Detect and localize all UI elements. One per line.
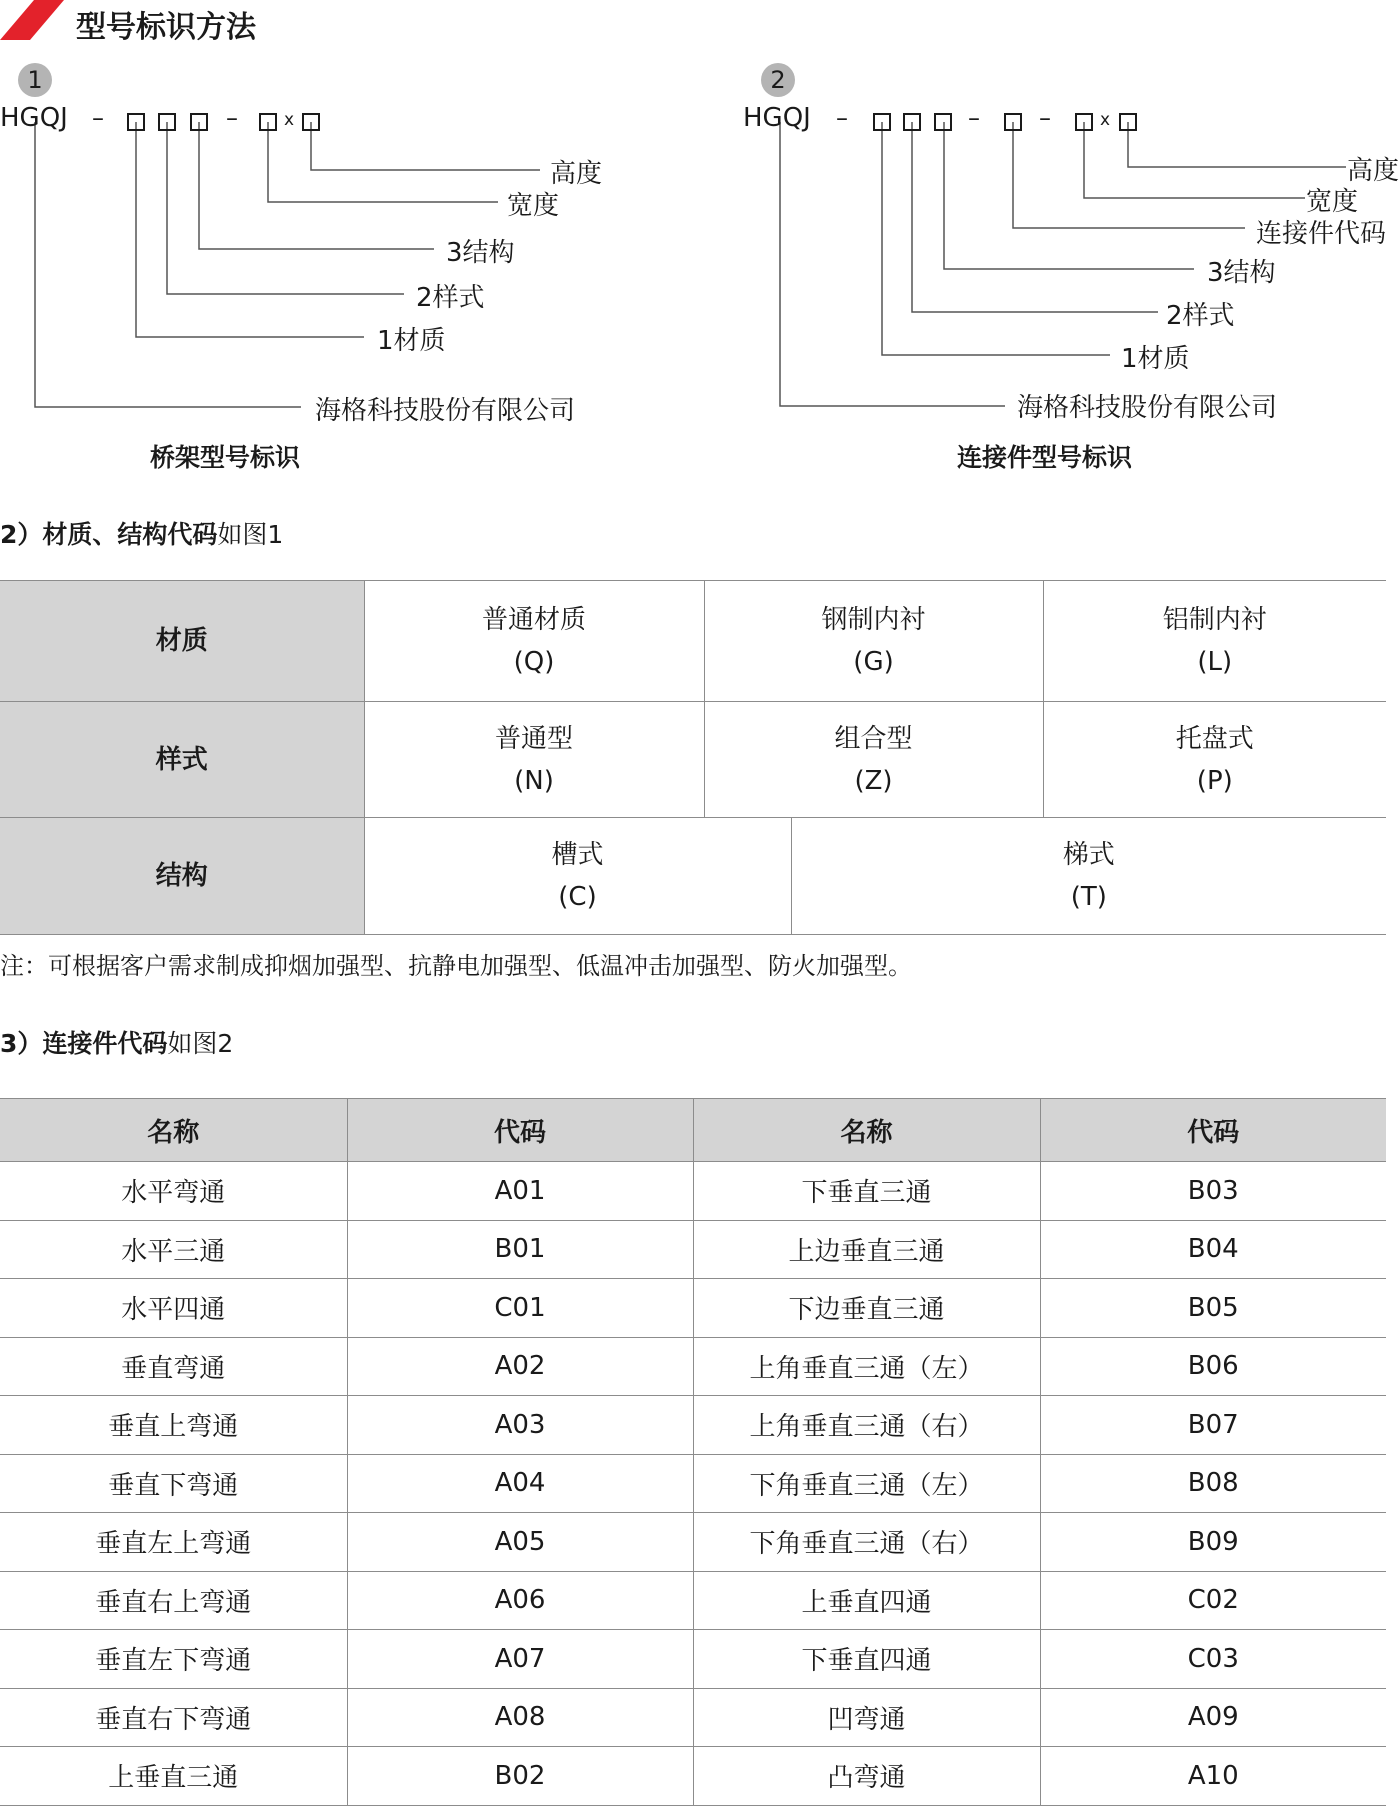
cell-code-right: A10 — [1040, 1747, 1386, 1806]
cell-name-left: 水平三通 — [0, 1220, 347, 1279]
diagram1-number-badge: 1 — [18, 63, 52, 97]
row-header-structure: 结构 — [0, 818, 364, 935]
section2-heading-bold: 2）材质、结构代码 — [0, 520, 218, 549]
cell-name-left: 垂直右下弯通 — [0, 1688, 347, 1747]
cell-name-right: 上边垂直三通 — [693, 1220, 1040, 1279]
diagram1-label-height: 高度 — [550, 159, 603, 189]
section3-heading-bold: 3）连接件代码 — [0, 1029, 168, 1058]
cell-structure-1: 槽式 (C) — [364, 818, 791, 935]
diagram2-slot-material — [873, 113, 891, 131]
table-row — [0, 1747, 1386, 1806]
diagram2-dash-3: – — [1039, 104, 1051, 132]
cell-code-left: A07 — [347, 1630, 693, 1689]
cell-code-right: C03 — [1040, 1630, 1386, 1689]
cell-name-right: 下角垂直三通（左） — [693, 1454, 1040, 1513]
column-header-code-2: 代码 — [1040, 1099, 1386, 1162]
diagram2-dash-2: – — [968, 104, 980, 132]
section3-heading-rest: 如图2 — [167, 1029, 234, 1058]
diagram2-label-material: 1材质 — [1121, 344, 1190, 374]
diagram1-slot-material — [127, 113, 145, 131]
diagram1-times: x — [284, 110, 295, 130]
diagram2-number-badge: 2 — [761, 63, 795, 97]
cell-code-left: A03 — [347, 1396, 693, 1455]
diagram1-lines — [0, 0, 700, 440]
row-header-style: 样式 — [0, 702, 364, 818]
diagram2-caption: 连接件型号标识 — [957, 443, 1133, 472]
cell-code-right: B07 — [1040, 1396, 1386, 1455]
diagram1-label-material: 1材质 — [377, 326, 446, 356]
cell-name-right: 下角垂直三通（右） — [693, 1513, 1040, 1572]
diagram2-dash-1: – — [836, 104, 848, 132]
section3-heading — [0, 1024, 233, 1060]
diagram2-slot-structure — [934, 113, 952, 131]
diagram2-slot-height — [1119, 113, 1137, 131]
cell-code-right: B03 — [1040, 1162, 1386, 1221]
cell-code-right: B09 — [1040, 1513, 1386, 1572]
table-row — [0, 1571, 1386, 1630]
table-row — [0, 581, 1386, 702]
cell-name-left: 水平四通 — [0, 1279, 347, 1338]
cell-name-right: 上角垂直三通（左） — [693, 1337, 1040, 1396]
cell-code-left: A08 — [347, 1688, 693, 1747]
cell-name-left: 垂直下弯通 — [0, 1454, 347, 1513]
cell-name-right: 下垂直四通 — [693, 1630, 1040, 1689]
table-row — [0, 1630, 1386, 1689]
cell-style-2: 组合型 (Z) — [704, 702, 1043, 818]
cell-name-left: 垂直上弯通 — [0, 1396, 347, 1455]
cell-code-right: B04 — [1040, 1220, 1386, 1279]
diagram2-label-height: 高度 — [1347, 156, 1400, 186]
note-text: 注：可根据客户需求制成抑烟加强型、抗静电加强型、低温冲击加强型、防火加强型。 — [0, 952, 912, 980]
column-header-code-1: 代码 — [347, 1099, 693, 1162]
diagram1-dash-1: – — [92, 104, 104, 132]
diagram1-slot-width — [259, 113, 277, 131]
diagram2-label-width: 宽度 — [1306, 187, 1359, 217]
table-row — [0, 1337, 1386, 1396]
cell-structure-2: 梯式 (T) — [791, 818, 1386, 935]
cell-material-2: 钢制内衬 (G) — [704, 581, 1043, 702]
connector-code-table — [0, 1098, 1386, 1806]
diagram1-caption: 桥架型号标识 — [150, 443, 301, 472]
cell-name-left: 垂直左上弯通 — [0, 1513, 347, 1572]
table-row — [0, 1162, 1386, 1221]
cell-code-left: C01 — [347, 1279, 693, 1338]
cell-code-right: B06 — [1040, 1337, 1386, 1396]
cell-name-left: 上垂直三通 — [0, 1747, 347, 1806]
cell-code-left: A04 — [347, 1454, 693, 1513]
cell-style-3: 托盘式 (P) — [1043, 702, 1386, 818]
diagram1-slot-height — [302, 113, 320, 131]
diagram2-label-style: 2样式 — [1166, 301, 1235, 331]
column-header-name-2: 名称 — [693, 1099, 1040, 1162]
table-row — [0, 1513, 1386, 1572]
cell-code-left: A06 — [347, 1571, 693, 1630]
table-row — [0, 1396, 1386, 1455]
diagram2-prefix: HGQJ — [743, 103, 811, 133]
cell-name-left: 水平弯通 — [0, 1162, 347, 1221]
diagram1-label-width: 宽度 — [507, 191, 560, 221]
page-title: 型号标识方法 — [76, 10, 256, 45]
diagram1-label-structure: 3结构 — [446, 238, 515, 268]
diagram2-label-structure: 3结构 — [1207, 258, 1276, 288]
cell-name-right: 上垂直四通 — [693, 1571, 1040, 1630]
cell-code-left: B02 — [347, 1747, 693, 1806]
table-row — [0, 1688, 1386, 1747]
table-row — [0, 702, 1386, 818]
cell-code-right: C02 — [1040, 1571, 1386, 1630]
cell-style-1: 普通型 (N) — [364, 702, 704, 818]
table-row — [0, 1220, 1386, 1279]
cell-name-left: 垂直弯通 — [0, 1337, 347, 1396]
cell-material-3: 铝制内衬 (L) — [1043, 581, 1386, 702]
table-row — [0, 1454, 1386, 1513]
diagram2-slot-connector — [1004, 113, 1022, 131]
cell-code-right: B05 — [1040, 1279, 1386, 1338]
section2-heading — [0, 515, 283, 551]
cell-name-right: 凹弯通 — [693, 1688, 1040, 1747]
cell-name-left: 垂直右上弯通 — [0, 1571, 347, 1630]
cell-name-right: 上角垂直三通（右） — [693, 1396, 1040, 1455]
diagram1-slot-structure — [190, 113, 208, 131]
cell-code-left: A01 — [347, 1162, 693, 1221]
column-header-name-1: 名称 — [0, 1099, 347, 1162]
table-header-row — [0, 1099, 1386, 1162]
table-row — [0, 1279, 1386, 1338]
diagram1-prefix: HGQJ — [0, 103, 68, 133]
row-header-material: 材质 — [0, 581, 364, 702]
cell-code-left: B01 — [347, 1220, 693, 1279]
cell-code-left: A02 — [347, 1337, 693, 1396]
diagram2-times: x — [1100, 110, 1111, 130]
cell-name-left: 垂直左下弯通 — [0, 1630, 347, 1689]
diagram1-dash-2: – — [226, 104, 238, 132]
material-structure-table — [0, 580, 1386, 935]
diagram1-label-style: 2样式 — [416, 283, 485, 313]
diagram2-slot-width — [1075, 113, 1093, 131]
diagram1-label-company: 海格科技股份有限公司 — [315, 396, 576, 426]
cell-name-right: 下垂直三通 — [693, 1162, 1040, 1221]
cell-code-right: B08 — [1040, 1454, 1386, 1513]
cell-name-right: 凸弯通 — [693, 1747, 1040, 1806]
diagram2-slot-style — [903, 113, 921, 131]
cell-name-right: 下边垂直三通 — [693, 1279, 1040, 1338]
diagram1-slot-style — [158, 113, 176, 131]
diagram2-label-connector: 连接件代码 — [1256, 219, 1387, 249]
diagram2-label-company: 海格科技股份有限公司 — [1017, 393, 1278, 423]
cell-material-1: 普通材质 (Q) — [364, 581, 704, 702]
cell-code-right: A09 — [1040, 1688, 1386, 1747]
table-row — [0, 818, 1386, 935]
cell-code-left: A05 — [347, 1513, 693, 1572]
section2-heading-rest: 如图1 — [217, 520, 284, 549]
